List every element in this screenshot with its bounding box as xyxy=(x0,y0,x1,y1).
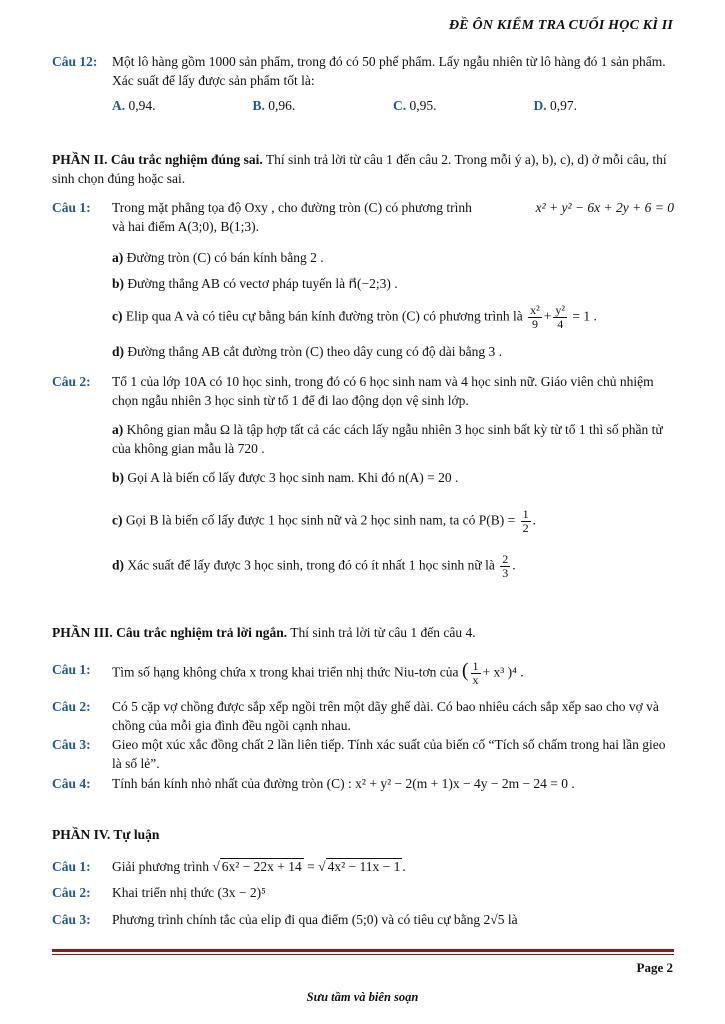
part4-question-1: Câu 1: Giải phương trình √ 6x² − 22x + 14 = √ 4x² − 11x − 1 . xyxy=(52,859,406,874)
section-title: PHẦN IV. Tự luận xyxy=(52,827,160,842)
question-label: Câu 1: xyxy=(52,200,91,215)
part3-question-4 xyxy=(52,774,674,793)
question-text-cont: và hai điểm A(3;0), B(1;3). xyxy=(112,219,259,234)
question-label: Câu 12: xyxy=(52,54,98,69)
section-3-heading xyxy=(52,623,674,642)
part3-question-2 xyxy=(52,697,674,735)
question-label: Câu 2: xyxy=(52,374,91,389)
part3-question-1: Câu 1: Tìm số hạng không chứa x trong khai triển nhị thức Niu-tơn của ( $\frac{1}{x}$ + x³ )⁴ . xyxy=(52,659,524,687)
section-title: PHẦN III. Câu trắc nghiệm trả lời ngắn. xyxy=(52,625,288,640)
part2-question-1 xyxy=(52,198,674,236)
fraction: $\frac{\text{y²}}{4}$ xyxy=(555,303,565,331)
section-title: PHẦN II. Câu trắc nghiệm đúng sai. xyxy=(52,152,263,167)
question-text: Có 5 cặp vợ chồng được sắp xếp ngồi trên một dãy ghế dài. Có bao nhiêu cách sắp xếp sao cho vợ và chồng của mỗi gia đình đều ngồi cạnh nhau. xyxy=(112,699,659,733)
statement-a: a) Đường tròn (C) có bán kính bằng 2 . xyxy=(112,250,324,265)
statement-d: d) Xác suất để lấy được 3 học sinh, trong đó có ít nhất 1 học sinh nữ là $\frac{2}{3}$ . xyxy=(112,552,516,580)
part4-question-2 xyxy=(52,883,674,902)
question-label: Câu 3: xyxy=(52,737,91,752)
part4-question-3 xyxy=(52,910,674,929)
fraction: $\frac{1}{2}$ xyxy=(522,507,529,535)
question-text: Trong mặt phẳng tọa độ Oxy , cho đường tròn (C) có phương trình xyxy=(112,200,472,215)
option-c: C. 0,95. xyxy=(393,98,437,113)
question-label: Câu 4: xyxy=(52,776,91,791)
question-label: Câu 2: xyxy=(52,885,91,900)
question-text: Khai triển nhị thức (3x − 2)⁵ xyxy=(112,885,266,900)
section-instruction: Thí sinh trả lời từ câu 1 đến câu 4. xyxy=(290,625,476,640)
fraction: $\frac{\text{x²}}{9}$ xyxy=(530,303,540,331)
statement-c: c) Elip qua A và có tiêu cự bằng bán kính đường tròn (C) có phương trình là $\frac{\text{x²}}{9}$ + $\frac{\text{y²}}{4}$ = 1 . xyxy=(112,303,597,331)
question-text: Phương trình chính tắc của elip đi qua điểm (5;0) và có tiêu cự bằng 2√5 là xyxy=(112,912,518,927)
section-4-heading xyxy=(52,825,674,844)
statement-c: c) Gọi B là biến cố lấy được 1 học sinh nữ và 2 học sinh nam, ta có P(B) = $\frac{1}{2}$ . xyxy=(112,507,536,535)
question-12 xyxy=(52,52,674,115)
footer-rule-thick xyxy=(52,949,674,952)
option-a: A. 0,94. xyxy=(112,98,156,113)
question-text: Giải phương trình xyxy=(112,859,209,874)
section-2-heading xyxy=(52,150,674,188)
page-header-title: ĐỀ ÔN KIỂM TRA CUỐI HỌC KÌ II xyxy=(448,18,673,33)
option-b: B. 0,96. xyxy=(252,98,296,113)
question-text: Gieo một xúc xắc đồng chất 2 lần liên tiếp. Tính xác suất của biến cố “Tích số chấm trong hai lần gieo là số lẻ”. xyxy=(112,737,666,771)
question-label: Câu 1: xyxy=(52,662,91,677)
question-text: Tính bán kính nhỏ nhất của đường tròn (C) : x² + y² − 2(m + 1)x − 4y − 2m − 24 = 0 . xyxy=(112,776,575,791)
question-text: Một lô hàng gồm 1000 sản phẩm, trong đó có 50 phế phẩm. Lấy ngẫu nhiên từ lô hàng đó 1 sản phẩm. Xác suất để lấy được sản phẩm tốt là: xyxy=(112,54,666,88)
footer-rule-thin xyxy=(52,954,674,955)
fraction: $\frac{2}{3}$ xyxy=(502,552,509,580)
statement-b: b) Đường thẳng AB có vectơ pháp tuyến là n⃗(−2;3) . xyxy=(112,276,398,291)
fraction: $\frac{1}{x}$ xyxy=(472,659,479,687)
question-text: Tổ 1 của lớp 10A có 10 học sinh, trong đó có 6 học sinh nam và 4 học sinh nữ. Giáo viên chủ nhiệm chọn ngẫu nhiên 3 học sinh từ tổ 1 để đi lao động dọn vệ sinh lớp. xyxy=(112,374,654,408)
option-d: D. 0,97. xyxy=(533,98,577,113)
statement-d: d) Đường thẳng AB cắt đường tròn (C) theo dây cung có độ dài bằng 3 . xyxy=(112,344,502,359)
question-label: Câu 2: xyxy=(52,699,91,714)
question-text: Tìm số hạng không chứa x trong khai triển nhị thức Niu-tơn của xyxy=(112,664,459,680)
circle-equation: x² + y² − 6x + 2y + 6 = 0 xyxy=(535,200,674,215)
statement-a: a) Không gian mẫu Ω là tập hợp tất cả các cách lấy ngẫu nhiên 3 học sinh bất kỳ từ tổ 1 thì số phần tử của không gian mẫu là 720 . xyxy=(112,422,663,456)
statement-b: b) Gọi A là biến cố lấy được 3 học sinh nam. Khi đó n(A) = 20 . xyxy=(112,470,459,485)
part2-question-2 xyxy=(52,372,674,410)
page-number: Page 2 xyxy=(636,960,673,975)
footer-credit: Sưu tầm và biên soạn xyxy=(306,990,419,1004)
section-instruction: Thí sinh trả lời từ câu 1 đến câu 2. Trong mỗi ý a), b), c), d) ở mỗi câu, thí sinh chọn đúng hoặc sai. xyxy=(52,152,667,186)
answer-options xyxy=(112,96,674,115)
part3-question-3 xyxy=(52,735,674,773)
question-label: Câu 3: xyxy=(52,912,91,927)
question-label: Câu 1: xyxy=(52,859,91,874)
